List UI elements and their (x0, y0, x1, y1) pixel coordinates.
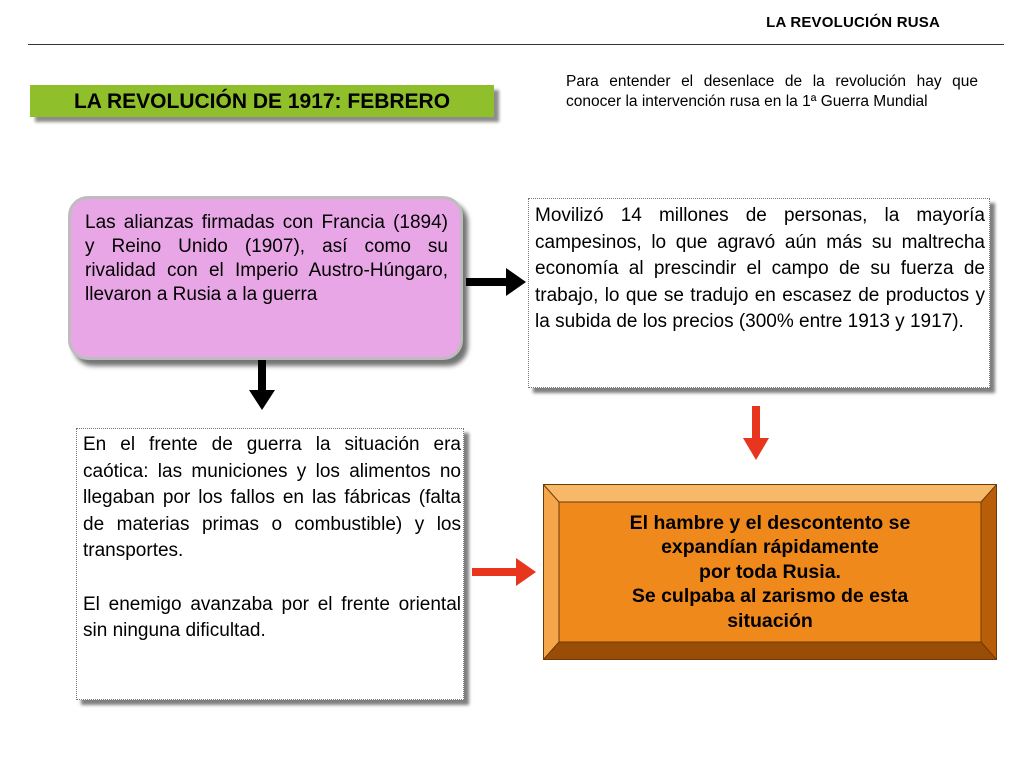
mobilization-box: Movilizó 14 millones de personas, la mayoría campesinos, lo que agravó aún más su maltrecha economía al prescindir el campo de su fuerza de trabajo, lo que se tradujo en escasez de productos y la subida de los precios (300% entre 1913 y 1917). (528, 198, 990, 388)
conclusion-line-1: El hambre y el descontento se (629, 511, 911, 534)
arrow-down-red-icon (742, 406, 770, 460)
conclusion-line-2: expandían rápidamente (661, 536, 879, 559)
header-divider (28, 44, 1004, 45)
arrow-right-black-icon (466, 264, 526, 300)
conclusion-text (559, 502, 981, 642)
conclusion-line-3: por toda Rusia. (699, 560, 841, 583)
enemy-advance-text: El enemigo avanzaba por el frente oriental sin ninguna dificultad. (83, 593, 461, 641)
war-front-box (76, 428, 464, 700)
war-front-text: En el frente de guerra la situación era caótica: las municiones y los alimentos no llegaban por los fallos en las fábricas (falta de materias primas o combustible) y los transportes. (83, 434, 461, 561)
arrow-down-black-icon (248, 360, 276, 410)
intro-text: Para entender el desenlace de la revolución hay que conocer la intervención rusa en la 1ª Guerra Mundial (566, 73, 978, 110)
header-title: LA REVOLUCIÓN RUSA (766, 14, 940, 31)
arrow-right-red-icon (472, 556, 536, 588)
conclusion-line-5: situación (727, 609, 813, 632)
alliances-box: Las alianzas firmadas con Francia (1894) y Reino Unido (1907), así como su rivalidad con el Imperio Austro-Húngaro, llevaron a Rusia a la guerra (68, 196, 463, 360)
conclusion-line-4: Se culpaba al zarismo de esta (631, 585, 909, 608)
section-title: LA REVOLUCIÓN DE 1917: FEBRERO (30, 85, 494, 117)
conclusion-box (543, 484, 997, 660)
